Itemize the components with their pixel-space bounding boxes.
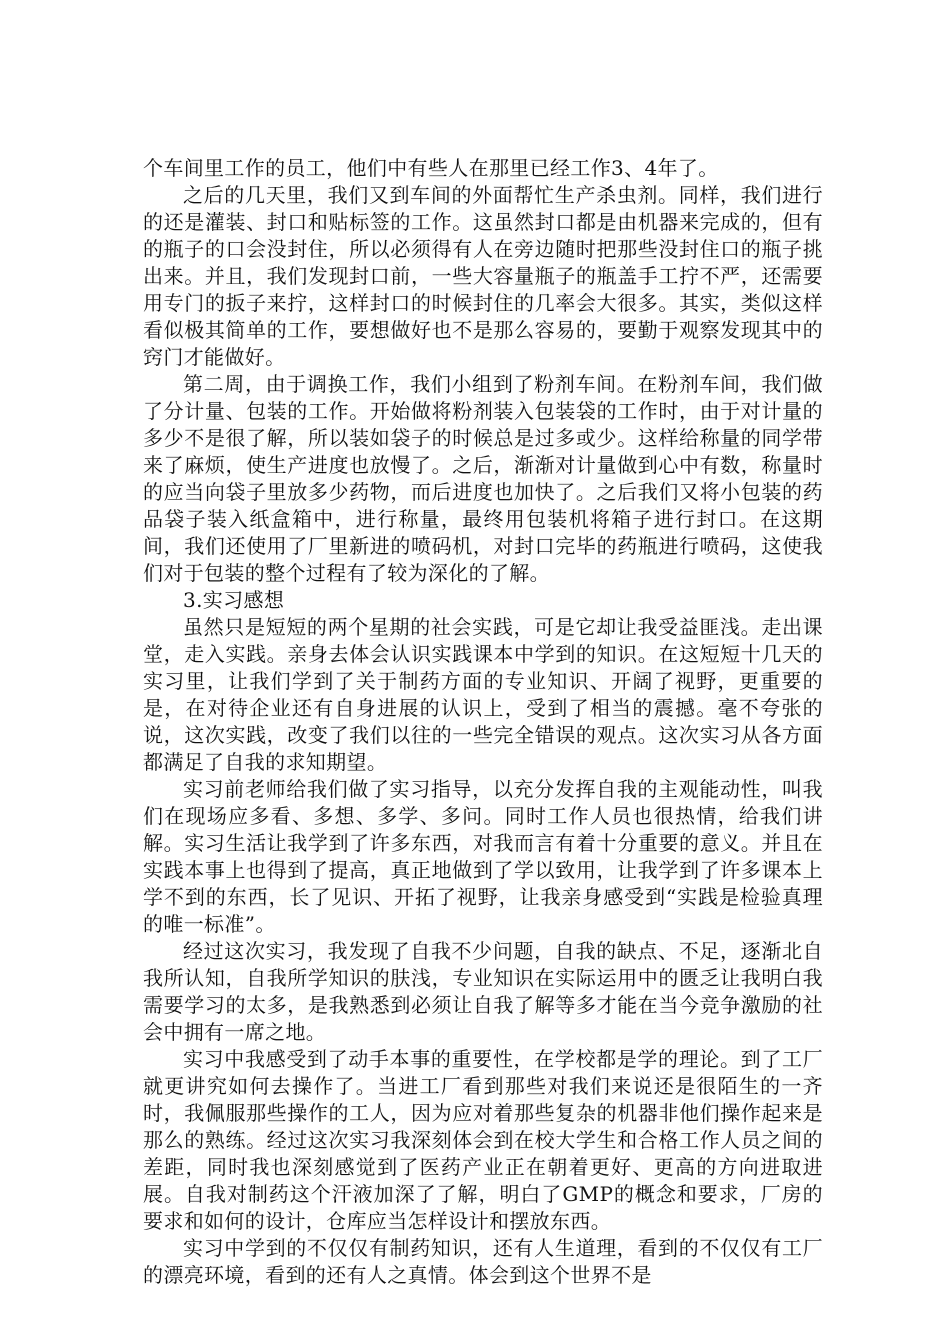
paragraph-reflection-5: 实习中学到的不仅仅有制药知识，还有人生道理，看到的不仅仅有工厂的漂亮环境，看到的还有人之真情。体会到这个世界不是: [143, 1236, 823, 1287]
section-heading-reflections: 3.实习感想: [183, 588, 285, 612]
paragraph-reflection-2: 实习前老师给我们做了实习指导，以充分发挥自我的主观能动性，叫我们在现场应多看、多想、多学、多问。同时工作人员也很热情，给我们讲解。实习生活让我学到了许多东西，对我而言有着十分重要的意义。并且在实践本事上也得到了提高，真正地做到了学以致用，让我学到了许多课本上学不到的东西，长了见识、开拓了视野，让我亲身感受到“实践是检验真理的唯一标准”。: [143, 777, 823, 936]
paragraph-powder-workshop: 第二周，由于调换工作，我们小组到了粉剂车间。在粉剂车间，我们做了分计量、包装的工作。开始做将粉剂装入包装袋的工作时，由于对计量的多少不是很了解，所以装如袋子的时候总是过多或少。这样给称量的同学带来了麻烦，使生产进度也放慢了。之后，渐渐对计量做到心中有数，称量时的应当向袋子里放多少药物，而后进度也加快了。之后我们又将小包装的药品袋子装入纸盒箱中，进行称量，最终用包装机将箱子进行封口。在这期间，我们还使用了厂里新进的喷码机，对封口完毕的药瓶进行喷码，这使我们对于包装的整个过程有了较为深化的了解。: [143, 372, 823, 585]
paragraph-reflection-1: 虽然只是短短的两个星期的社会实践，可是它却让我受益匪浅。走出课堂，走入实践。亲身去体会认识实践课本中学到的知识。在这短短十几天的实习里，让我们学到了关于制药方面的专业知识、开阔了视野，更重要的是，在对待企业还有自身进展的认识上，受到了相当的震撼。毫不夸张的说，这次实践，改变了我们以往的一些完全错误的观点。这次实习从各方面都满足了自我的求知期望。: [143, 615, 823, 774]
paragraph-reflection-4: 实习中我感受到了动手本事的重要性，在学校都是学的理论。到了工厂就更讲究如何去操作了。当进工厂看到那些对我们来说还是很陌生的一齐时，我佩服那些操作的工人，因为应对着那些复杂的机器非他们操作起来是那么的熟练。经过这次实习我深刻体会到在校大学生和合格工作人员之间的差距，同时我也深刻感觉到了医药产业正在朝着更好、更高的方向进取进展。自我对制药这个汗液加深了了解，明白了GMP的概念和要求，厂房的要求和如何的设计，仓库应当怎样设计和摆放东西。: [143, 1047, 823, 1233]
paragraph-reflection-3: 经过这次实习，我发现了自我不少问题，自我的缺点、不足，逐渐北自我所认知，自我所学知识的肤浅，专业知识在实际运用中的匮乏让我明白我需要学习的太多，是我熟悉到必须让自我了解等多才能在当今竞争激励的社会中拥有一席之地。: [143, 939, 823, 1044]
paragraph-continuation: 个车间里工作的员工，他们中有些人在那里已经工作3、4年了。: [143, 156, 719, 180]
document-body: [143, 155, 823, 1289]
paragraph-pesticide-work: 之后的几天里，我们又到车间的外面帮忙生产杀虫剂。同样，我们进行的还是灌装、封口和贴标签的工作。这虽然封口都是由机器来完成的，但有的瓶子的口会没封住，所以必须得有人在旁边随时把那些没封住口的瓶子挑出来。并且，我们发现封口前，一些大容量瓶子的瓶盖手工拧不严，还需要用专门的扳子来拧，这样封口的时候封住的几率会大很多。其实，类似这样看似极其简单的工作，要想做好也不是那么容易的，要勤于观察发现其中的窍门才能做好。: [143, 183, 823, 369]
